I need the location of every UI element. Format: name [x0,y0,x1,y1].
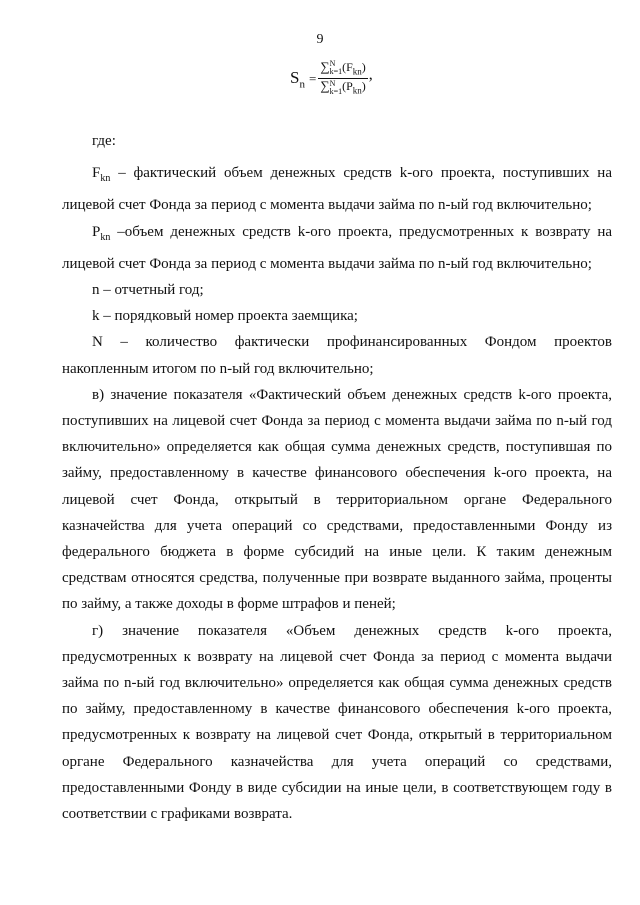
paragraph-v: в) значение показателя «Фактический объем денежных средств k-ого проекта, поступивших на лицевой счет Фонда за период с момента выдачи займа по n-ый год включительно» определяется как общая сумма денежных средств, поступившая по займу, предоставленному в качестве финансового обеспечения k-ого проекта, на лицевой счет Фонда, открытый в территориальном органе Федерального казначейства для учета операций со средствами, предоставленными Фонду из федерального бюджета в форме субсидий на иные цели. К таким денежным средствам относятся средства, полученные при возврате выданного займа, проценты по займу, а также доходы в форме штрафов и пеней; [62,386,612,613]
formula-comma: , [368,65,373,83]
sum-upper: N [329,78,336,88]
body-text [62,128,612,827]
definition-N: N – количество фактически профинансированных Фондом проектов накопленным итогом по n-ый год включительно; [62,334,612,377]
formula-lhs [290,68,305,90]
sum-upper: N [329,59,336,69]
fkn-letter: F [92,165,101,182]
formula-numerator [318,60,367,78]
formula-equals: = [308,70,317,86]
definition-pkn [62,219,612,277]
numerator-term: (F [342,60,353,74]
pkn-symbol [92,223,111,243]
formula [290,60,373,98]
formula-lhs-sub: n [299,78,305,91]
fkn-text: – фактический объем денежных средств k-ого проекта, поступивших на лицевой счет Фонда за период с момента выдачи займа по n-ый год включительно; [62,165,612,214]
numerator-close: ) [361,60,366,74]
denominator-close: ) [361,79,366,94]
sum-limits [330,60,343,76]
pkn-text: –объем денежных средств k-ого проекта, предусмотренных к возврату на лицевой счет Фонда за период с момента выдачи займа по n-ый год включительно; [62,223,612,272]
denominator-sub: kn [352,85,362,96]
definition-k: k – порядковый номер проекта заемщика; [92,308,358,325]
sum-limits [330,80,343,96]
where-label: где: [92,133,116,149]
sum-lower: k=1 [329,67,343,77]
pkn-sub: kn [100,231,111,243]
formula-lhs-symbol: S [290,67,300,87]
definition-fkn [62,160,612,218]
pkn-letter: P [92,223,101,240]
formula-fraction [318,60,367,98]
sum-symbol: ∑ [320,78,330,94]
sum-symbol: ∑ [320,59,330,74]
numerator-sub: kn [352,66,362,77]
denominator-term: (P [342,79,353,94]
definition-n: n – отчетный год; [92,282,204,299]
formula-denominator [318,79,367,97]
fkn-sub: kn [100,173,111,185]
fkn-symbol [92,165,111,185]
page-number: 9 [316,32,324,47]
paragraph-g: г) значение показателя «Объем денежных средств k-ого проекта, предусмотренных к возврату на лицевой счет Фонда за период с момента выдачи займа по n-ый год включительно» определяется как общая сумма денежных средств по займу, предоставленному в качестве финансового обеспечения k-ого проекта, предусмотренных к возврату на лицевой счет Фонда, открытый в территориальном органе Федерального казначейства для учета операций со средствами, предоставленными Фонду в виде субсидии на иные цели, в соответствующем году в соответствии с графиками возврата. [62,622,612,823]
sum-lower: k=1 [329,86,343,96]
